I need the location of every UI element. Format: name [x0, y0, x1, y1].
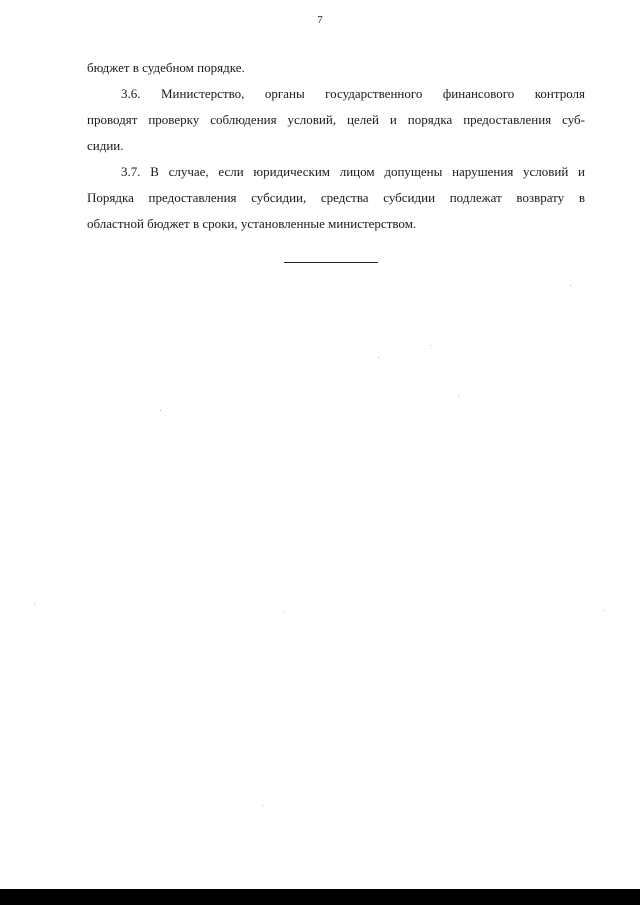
end-divider-line: [284, 262, 378, 263]
scan-speck: [34, 603, 35, 604]
document-body: [87, 55, 585, 237]
continuation-line: бюджет в судебном порядке.: [87, 60, 245, 75]
paragraph-3-6-line-3: сидии.: [87, 138, 124, 153]
paragraph-3-6-line-1: 3.6. Министерство, органы государственного финансового контроля: [121, 86, 585, 101]
scan-speck: [160, 410, 161, 411]
scan-speck: [283, 612, 284, 613]
scan-speck: [378, 357, 379, 358]
page-number: 7: [317, 14, 323, 26]
paragraph-3-6-line-2: проводят проверку соблюдения условий, целей и порядка предоставления суб-: [87, 112, 585, 127]
scan-speck: [604, 610, 605, 611]
scan-speck: [262, 805, 263, 806]
paragraph-3-7-line-3: областной бюджет в сроки, установленные министерством.: [87, 216, 417, 231]
scan-speck: [570, 285, 571, 286]
scan-speck: [458, 395, 459, 396]
scan-edge-bar: [0, 889, 640, 905]
paragraph-3-7-line-2: Порядка предоставления субсидии, средства субсидии подлежат возврату в: [87, 190, 585, 205]
paragraph-3-7-line-1: 3.7. В случае, если юридическим лицом допущены нарушения условий и: [121, 164, 585, 179]
scan-speck: [430, 345, 431, 346]
